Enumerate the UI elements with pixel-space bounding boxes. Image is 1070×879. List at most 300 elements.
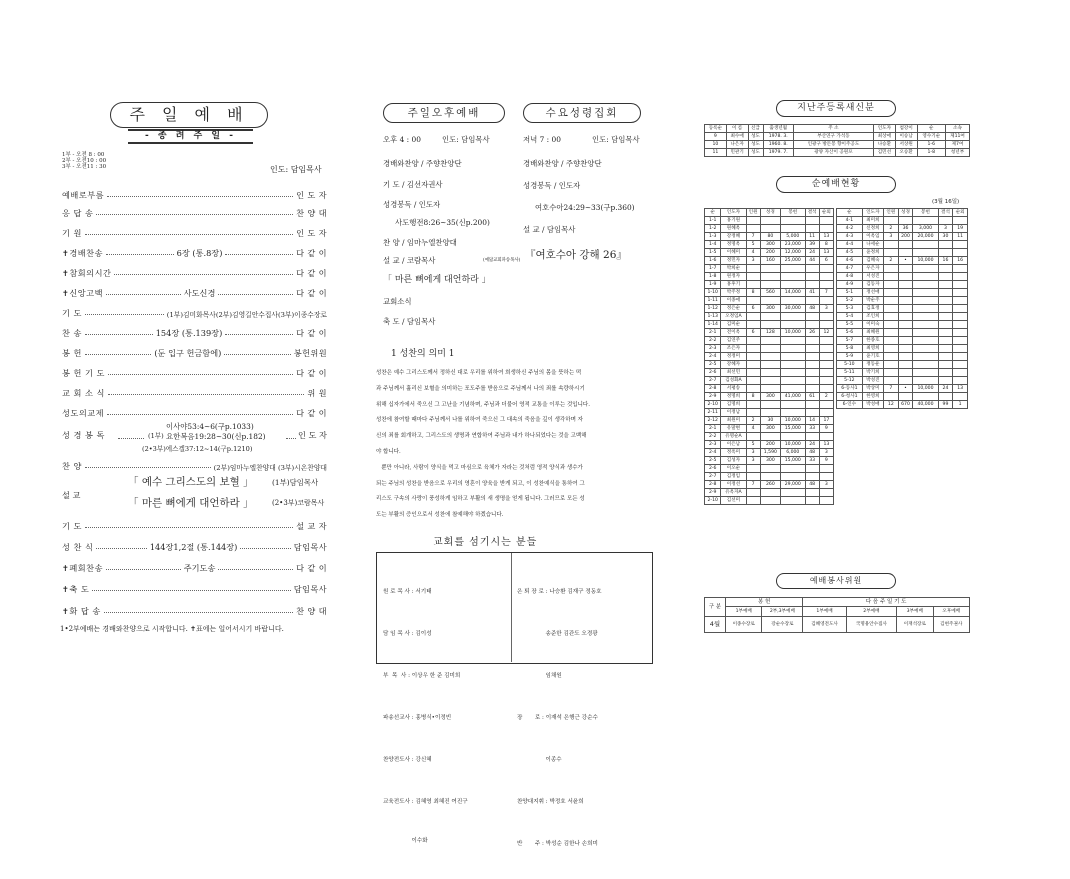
report-cell: 박상미: [862, 385, 883, 393]
table-row: [705, 337, 834, 345]
report-cell: [746, 385, 760, 393]
order-person: 다 같 이: [296, 248, 327, 258]
meditation-line: 뿐만 아니라, 사람이 양식을 먹고 마심으로 육체가 자라는 것처럼 영적 양식과 생수가: [376, 464, 583, 471]
newcomer-header: 순: [917, 125, 946, 133]
order-label: 교 회 소 식: [62, 388, 105, 398]
report-cell: [938, 329, 953, 337]
report-cell: 24: [805, 441, 819, 449]
servant-line: 찬양대지휘 : 박정호 서윤희: [517, 799, 584, 805]
report-cell: 1-4: [705, 241, 721, 249]
report-cell: [760, 313, 780, 321]
report-cell: [760, 345, 780, 353]
report-cell: [805, 377, 819, 385]
reading-3: (2•3부)에스겔37:12~14(구p.1210): [142, 445, 253, 453]
report-cell: [884, 321, 899, 329]
table-row: [705, 289, 834, 297]
report-cell: 16: [938, 257, 953, 265]
report-cell: 12: [819, 329, 833, 337]
service-subtitle: - 종 려 주 일 -: [128, 129, 253, 144]
report-cell: [884, 393, 899, 401]
order-detail: (둔 입구 헌금함에): [154, 348, 222, 358]
meditation-body: [376, 366, 650, 524]
afternoon-title: 주일오후예배: [383, 103, 505, 123]
report-cell: 13: [819, 441, 833, 449]
report-cell: 유말변: [721, 425, 746, 433]
meditation-line: 과 주님께서 흘리신 보혈을 의미하는 포도주를 받음으로 주님께서 나의 죄를 속량하시기: [376, 385, 585, 392]
report-cell: 홍기원: [721, 217, 746, 225]
order-label: 봉 헌 기 도: [62, 368, 105, 378]
report-cell: 4-7: [837, 265, 863, 273]
report-cell: 이옥임: [862, 233, 883, 241]
report-cell: 1-14: [705, 321, 721, 329]
report-cell: 2-4: [705, 449, 721, 457]
report-cell: 6: [746, 305, 760, 313]
report-cell: 박기희: [862, 369, 883, 377]
meditation-line: 신의 죄를 회개하고, 그리스도의 생명과 연합하여 주님과 내가 하나되었다는 것을 고백해: [376, 433, 587, 440]
order-row: [62, 242, 327, 259]
report-cell: 2-1: [705, 329, 721, 337]
wednesday-item: 성경봉독 / 인도자: [523, 181, 581, 190]
report-cell: 4-4: [837, 241, 863, 249]
table-row: [837, 329, 968, 337]
report-cell: [913, 305, 938, 313]
meditation-title: 1 성찬의 의미 1: [391, 349, 455, 359]
table-row: [837, 369, 968, 377]
report-cell: [760, 225, 780, 233]
servant-line: 파송선교사 : 홍병식•이정빈: [383, 715, 452, 721]
table-row: [705, 385, 834, 393]
report-cell: [913, 377, 938, 385]
table-row: [705, 321, 834, 329]
report-cell: 20,000: [913, 233, 938, 241]
report-cell: [805, 433, 819, 441]
table-row: [705, 241, 834, 249]
service-title: 주 일 예 배: [110, 102, 268, 128]
report-cell: 36: [898, 225, 913, 233]
report-cell: [898, 337, 913, 345]
report-cell: 8: [746, 393, 760, 401]
report-cell: [805, 281, 819, 289]
table-row: [837, 217, 968, 225]
table-row: 10 나은자 성도 1960. 8. 인광구 방돈봉 향이주공도 나승환 서상원 1-6 제7여: [705, 141, 970, 149]
report-cell: 5: [746, 441, 760, 449]
report-cell: 2-5: [705, 361, 721, 369]
report-cell: [884, 289, 899, 297]
report-cell: •: [898, 385, 913, 393]
report-cell: [938, 289, 953, 297]
report-cell: [884, 241, 899, 249]
report-cell: [781, 465, 806, 473]
report-header: 순외: [819, 209, 833, 217]
report-cell: [953, 369, 968, 377]
report-cell: 12: [884, 401, 899, 409]
report-cell: [953, 337, 968, 345]
report-cell: 신정희: [862, 225, 883, 233]
order-person: 다 같 이: [296, 268, 327, 278]
newcomer-header-row: [705, 125, 970, 133]
order-person: 봉헌위원: [293, 348, 328, 358]
table-row: [705, 465, 834, 473]
report-cell: 8: [819, 241, 833, 249]
report-cell: 2-10: [705, 401, 721, 409]
report-cell: 61: [805, 393, 819, 401]
report-cell: 2-6: [705, 369, 721, 377]
report-cell: 원정자: [721, 273, 746, 281]
report-cell: 1-8: [705, 273, 721, 281]
report-cell: [781, 265, 806, 273]
report-cell: 이정선: [721, 481, 746, 489]
order-detail: 6장 (통.8장): [176, 248, 223, 258]
report-cell: 260: [760, 481, 780, 489]
table-row: [705, 313, 834, 321]
report-cell: [898, 297, 913, 305]
report-header-row: [837, 209, 968, 217]
order-person: 다 같 이: [296, 368, 327, 378]
report-cell: 원혜옥: [721, 225, 746, 233]
report-cell: [819, 489, 833, 497]
order-row: [62, 342, 327, 359]
report-cell: 10,000: [781, 417, 806, 425]
table-row: [705, 345, 834, 353]
report-cell: 2-3: [705, 441, 721, 449]
report-cell: 23,000: [781, 241, 806, 249]
order-label: ✝신앙고백: [62, 288, 103, 298]
afternoon-note: (예닮교회파송목사): [483, 258, 521, 263]
report-cell: 나세순: [862, 241, 883, 249]
report-cell: [781, 473, 806, 481]
report-cell: •: [898, 257, 913, 265]
wednesday-leader: 인도: 담임목사: [592, 135, 640, 144]
table-row: [837, 225, 968, 233]
report-cell: 김혜숙: [862, 257, 883, 265]
order-label: 봉 헌: [62, 348, 82, 358]
report-cell: [819, 321, 833, 329]
report-header: 결석: [938, 209, 953, 217]
table-row: 11 민관기 성도 1979. 7. 광양 자산이 공원포 김민선 오승환 1-8 청년부: [705, 149, 970, 157]
order-person: 인 도 자: [296, 190, 327, 200]
report-cell: [938, 369, 953, 377]
report-cell: 2: [884, 225, 899, 233]
report-cell: [884, 353, 899, 361]
report-cell: [953, 329, 968, 337]
report-cell: 정명희: [721, 393, 746, 401]
report-cell: 3: [746, 257, 760, 265]
report-cell: 홍후기: [721, 281, 746, 289]
report-cell: 4-9: [837, 281, 863, 289]
report-cell: 4-3: [837, 233, 863, 241]
report-cell: [760, 497, 780, 505]
report-cell: 3: [884, 233, 899, 241]
report-cell: [953, 377, 968, 385]
table-row: [837, 361, 968, 369]
servant-line: 이종수: [517, 757, 562, 763]
report-cell: 12,000: [781, 249, 806, 257]
report-cell: 2-7: [705, 473, 721, 481]
report-cell: 9: [819, 457, 833, 465]
report-cell: [781, 345, 806, 353]
table-row: [705, 449, 834, 457]
order-row: [62, 202, 327, 219]
order-person: 다 같 이: [296, 408, 327, 418]
order-label: ✝참회의시간: [62, 268, 112, 278]
meditation-line: 야 합니다.: [376, 448, 401, 455]
table-row: [837, 297, 968, 305]
report-cell: 30,000: [781, 305, 806, 313]
report-cell: 30: [760, 417, 780, 425]
report-cell: [760, 297, 780, 305]
volunteer-name: 국명용안수집사: [846, 617, 896, 633]
report-cell: [781, 433, 806, 441]
volunteer-table: [704, 597, 970, 633]
report-cell: 7: [746, 233, 760, 241]
report-cell: 2-8: [705, 385, 721, 393]
table-row: [837, 305, 968, 313]
order-person: 인 도 자: [296, 228, 327, 238]
report-cell: [746, 497, 760, 505]
report-cell: 2-11: [705, 409, 721, 417]
report-cell: [913, 217, 938, 225]
servants-box: [376, 552, 653, 847]
report-header: 인도자: [862, 209, 883, 217]
volunteer-sub: 1부예배: [803, 607, 846, 617]
report-cell: [953, 353, 968, 361]
report-cell: [898, 321, 913, 329]
report-cell: 300: [760, 305, 780, 313]
order-detail: 154장 (통.139장): [155, 328, 223, 338]
report-cell: [953, 313, 968, 321]
table-row: [837, 401, 968, 409]
report-cell: [805, 217, 819, 225]
report-cell: [938, 241, 953, 249]
report-cell: [746, 297, 760, 305]
report-cell: [913, 289, 938, 297]
report-table-left: [704, 208, 834, 505]
order-person: 위 원: [307, 388, 327, 398]
order-row: [62, 536, 327, 553]
report-cell: [898, 353, 913, 361]
report-cell: [898, 369, 913, 377]
report-cell: 24: [938, 385, 953, 393]
report-cell: 3: [746, 449, 760, 457]
report-cell: [805, 361, 819, 369]
order-row: [62, 184, 327, 201]
report-cell: 박희순: [721, 265, 746, 273]
volunteer-header-row: [705, 598, 970, 607]
report-cell: [781, 337, 806, 345]
servants-left: [383, 557, 468, 874]
table-row: 9 최수애 성도 1978. 3. 부산연구 가석동 최상애 이승남 영수기순 제11여: [705, 133, 970, 141]
report-cell: 1-1: [705, 217, 721, 225]
report-cell: [913, 297, 938, 305]
report-cell: [884, 377, 899, 385]
report-cell: 6-인수: [837, 401, 863, 409]
report-cell: [913, 249, 938, 257]
report-cell: 15,000: [781, 457, 806, 465]
report-cell: [884, 345, 899, 353]
report-cell: 6: [746, 329, 760, 337]
report-cell: 5-3: [837, 305, 863, 313]
report-cell: 서평송: [721, 385, 746, 393]
time-3: 3부 - 오전11 : 30: [62, 164, 107, 170]
report-cell: 3: [938, 225, 953, 233]
report-cell: [805, 385, 819, 393]
order-detail: 주기도송: [183, 563, 216, 573]
report-cell: 2: [746, 417, 760, 425]
report-cell: 2-2: [705, 337, 721, 345]
report-cell: [898, 377, 913, 385]
wednesday-item: 여호수아24:29~33(구p.360): [535, 203, 635, 212]
report-cell: [884, 337, 899, 345]
report-cell: [884, 369, 899, 377]
report-cell: 전이옥: [721, 329, 746, 337]
report-cell: [746, 313, 760, 321]
table-row: [705, 297, 834, 305]
report-cell: 4-2: [837, 225, 863, 233]
servant-line: 장 로 : 이재석 은행근 강순수: [517, 715, 598, 721]
report-cell: [938, 353, 953, 361]
report-cell: [746, 465, 760, 473]
report-cell: 이종애: [721, 297, 746, 305]
report-cell: 9: [819, 425, 833, 433]
report-cell: [953, 273, 968, 281]
report-cell: [760, 321, 780, 329]
report-cell: 10,000: [913, 257, 938, 265]
table-row: [705, 249, 834, 257]
report-cell: 박주정: [721, 289, 746, 297]
table-row: [837, 313, 968, 321]
report-cell: 윤정희: [862, 249, 883, 257]
reading-prefix: (1부): [148, 432, 164, 440]
report-cell: [913, 345, 938, 353]
order-label: 찬 양: [62, 461, 82, 471]
afternoon-item: 찬 양 / 임마누엘찬양대: [383, 238, 457, 247]
table-row: [705, 489, 834, 497]
report-cell: 김연주: [721, 337, 746, 345]
table-row: [705, 257, 834, 265]
afternoon-item: 성경봉독 / 인도자: [383, 200, 441, 209]
report-cell: [913, 361, 938, 369]
order-row: [62, 322, 327, 339]
report-cell: 670: [898, 401, 913, 409]
order-row: [62, 362, 327, 379]
report-cell: 19: [953, 225, 968, 233]
volunteer-name: 이재석장로: [897, 617, 933, 633]
report-cell: [953, 393, 968, 401]
order-person: 다 같 이: [296, 328, 327, 338]
report-cell: [938, 361, 953, 369]
table-row: [837, 337, 968, 345]
meditation-line: 성찬에 참여할 때마다 주님께서 나를 위하여 죽으신 그 대속의 죽음을 깊이 생각하며 자: [376, 417, 583, 424]
reading-2: 요한복음19:28~30(신p.182): [166, 432, 266, 441]
report-cell: [884, 249, 899, 257]
volunteer-sub-row: [705, 607, 970, 617]
report-cell: [805, 497, 819, 505]
report-cell: [819, 265, 833, 273]
report-cell: [805, 489, 819, 497]
report-cell: 24: [805, 249, 819, 257]
report-header: 성경: [898, 209, 913, 217]
sermon-title-1: 「 예수 그리스도의 보혈 」: [128, 476, 254, 488]
table-row: [705, 329, 834, 337]
volunteer-sub: 1부예배: [726, 607, 762, 617]
report-cell: [746, 401, 760, 409]
report-cell: [884, 361, 899, 369]
table-row: [705, 497, 834, 505]
report-cell: [760, 385, 780, 393]
report-cell: 26: [805, 329, 819, 337]
report-cell: [819, 361, 833, 369]
report-cell: 300: [760, 393, 780, 401]
report-cell: 오정임A: [721, 313, 746, 321]
report-cell: [819, 281, 833, 289]
newcomer-header: 소속: [946, 125, 970, 133]
servant-line: 원 로 목 사 : 서기태: [383, 589, 432, 595]
reading-person: 인 도 자: [298, 430, 327, 440]
report-cell: 최선민: [721, 369, 746, 377]
report-header: 봉헌: [913, 209, 938, 217]
report-cell: 5-5: [837, 321, 863, 329]
report-cell: 10,000: [781, 441, 806, 449]
report-cell: [938, 273, 953, 281]
table-row: [705, 377, 834, 385]
report-cell: 4: [746, 249, 760, 257]
report-cell: [884, 273, 899, 281]
report-cell: [913, 393, 938, 401]
report-cell: [819, 337, 833, 345]
report-cell: [898, 241, 913, 249]
report-cell: [938, 217, 953, 225]
report-cell: [819, 273, 833, 281]
report-cell: 정은순: [721, 305, 746, 313]
report-cell: [819, 473, 833, 481]
report-cell: 2-1: [705, 425, 721, 433]
report-cell: 40,000: [913, 401, 938, 409]
report-cell: 300: [760, 457, 780, 465]
table-row: [837, 289, 968, 297]
report-cell: 200: [898, 233, 913, 241]
report-cell: 300: [760, 425, 780, 433]
report-cell: 2-8: [705, 481, 721, 489]
report-cell: [781, 497, 806, 505]
report-cell: [781, 489, 806, 497]
report-cell: 14: [805, 417, 819, 425]
table-row: [705, 265, 834, 273]
volunteer-header: 봉 헌: [726, 598, 803, 607]
report-cell: [913, 273, 938, 281]
report-cell: 7: [884, 385, 899, 393]
report-cell: [746, 337, 760, 345]
report-cell: [746, 225, 760, 233]
report-cell: [898, 289, 913, 297]
report-cell: [805, 345, 819, 353]
wednesday-item: 경배와찬양 / 주향찬양단: [523, 159, 602, 168]
order-label: 응 답 송: [62, 208, 94, 218]
report-cell: [819, 345, 833, 353]
report-cell: [781, 321, 806, 329]
report-cell: 2-3: [705, 345, 721, 353]
order-row: [62, 600, 327, 617]
report-cell: [898, 393, 913, 401]
report-cell: [884, 265, 899, 273]
report-cell: 48: [805, 481, 819, 489]
report-cell: [938, 249, 953, 257]
servant-line: 찬양전도사 : 강신혜: [383, 757, 432, 763]
order-row: [62, 302, 327, 319]
report-cell: [938, 393, 953, 401]
report-cell: [913, 321, 938, 329]
order-person: 담임목사: [293, 542, 328, 552]
order-row: [62, 578, 327, 595]
